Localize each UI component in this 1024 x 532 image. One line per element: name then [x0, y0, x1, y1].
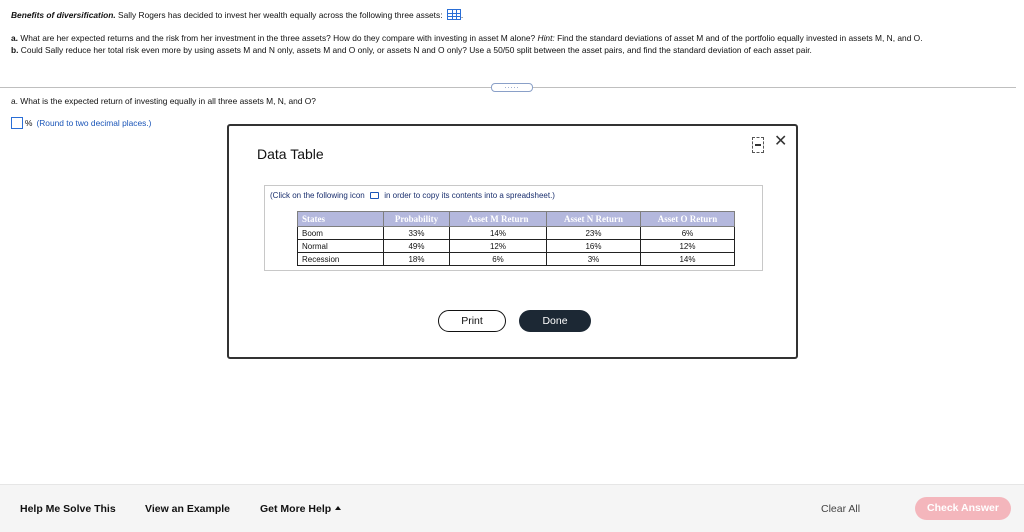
print-button[interactable]: Print: [438, 310, 506, 332]
view-example-link[interactable]: View an Example: [145, 503, 231, 515]
cell-asset-o: 12%: [641, 240, 735, 253]
problem-intro-line: Benefits of diversification. Sally Rogers has decided to invest her wealth equally across the following three assets: .: [11, 10, 464, 20]
cell-state: Boom: [298, 227, 384, 240]
part-a: a. What are her expected returns and the risk from her investment in the three assets? How do they compare with investing in asset M alone? Hint: Find the standard deviations of asset M and of the portfolio equally invested in assets M, N, and O.: [11, 33, 923, 43]
clear-all-button[interactable]: Clear All: [821, 503, 861, 515]
problem-intro: Sally Rogers has decided to invest her wealth equally across the following three assets:: [118, 10, 443, 20]
data-table-modal: [227, 124, 798, 359]
get-more-help-menu[interactable]: Get More Help: [260, 503, 341, 515]
table-row: [298, 227, 735, 240]
answer-input[interactable]: [11, 117, 23, 129]
footer-bar: [0, 484, 1024, 532]
cell-state: Recession: [298, 253, 384, 266]
table-container: [264, 185, 763, 271]
modal-title: Data Table: [257, 146, 324, 162]
cell-asset-m: 12%: [450, 240, 547, 253]
cell-probability: 33%: [384, 227, 450, 240]
cell-asset-m: 14%: [450, 227, 547, 240]
problem-title: Benefits of diversification.: [11, 10, 116, 20]
close-icon[interactable]: ✕: [774, 133, 788, 150]
data-table-icon[interactable]: [447, 9, 461, 20]
cell-probability: 18%: [384, 253, 450, 266]
copy-to-spreadsheet-icon[interactable]: [370, 192, 379, 199]
header-asset-m: Asset M Return: [450, 212, 547, 227]
problem-statement: [11, 9, 1011, 56]
header-asset-n: Asset N Return: [547, 212, 641, 227]
cell-state: Normal: [298, 240, 384, 253]
copy-note: (Click on the following icon in order to copy its contents into a spreadsheet.): [270, 191, 555, 200]
header-asset-o: Asset O Return: [641, 212, 735, 227]
cell-asset-n: 3%: [547, 253, 641, 266]
expand-more-button[interactable]: .....: [491, 83, 533, 92]
table-row: [298, 253, 735, 266]
data-table: [297, 211, 735, 266]
header-probability: Probability: [384, 212, 450, 227]
table-header-row: [298, 212, 735, 227]
caret-up-icon: [335, 506, 341, 510]
part-b: b. Could Sally reduce her total risk even more by using assets M and N only, assets M and O only, or assets N and O only? Use a 50/50 split between the asset pairs, and find the standard deviation of each asset pair.: [11, 45, 812, 55]
rounding-hint: (Round to two decimal places.): [36, 118, 152, 128]
header-states: States: [298, 212, 384, 227]
done-button[interactable]: Done: [519, 310, 591, 332]
answer-row: [11, 117, 151, 129]
cell-asset-o: 6%: [641, 227, 735, 240]
minimize-icon[interactable]: [752, 137, 764, 153]
question-text: a. What is the expected return of investing equally in all three assets M, N, and O?: [11, 96, 316, 106]
cell-asset-n: 16%: [547, 240, 641, 253]
cell-probability: 49%: [384, 240, 450, 253]
cell-asset-m: 6%: [450, 253, 547, 266]
check-answer-button[interactable]: Check Answer: [915, 497, 1011, 520]
cell-asset-o: 14%: [641, 253, 735, 266]
answer-unit: %: [25, 118, 33, 128]
table-row: [298, 240, 735, 253]
cell-asset-n: 23%: [547, 227, 641, 240]
help-me-solve-link[interactable]: Help Me Solve This: [20, 503, 116, 515]
